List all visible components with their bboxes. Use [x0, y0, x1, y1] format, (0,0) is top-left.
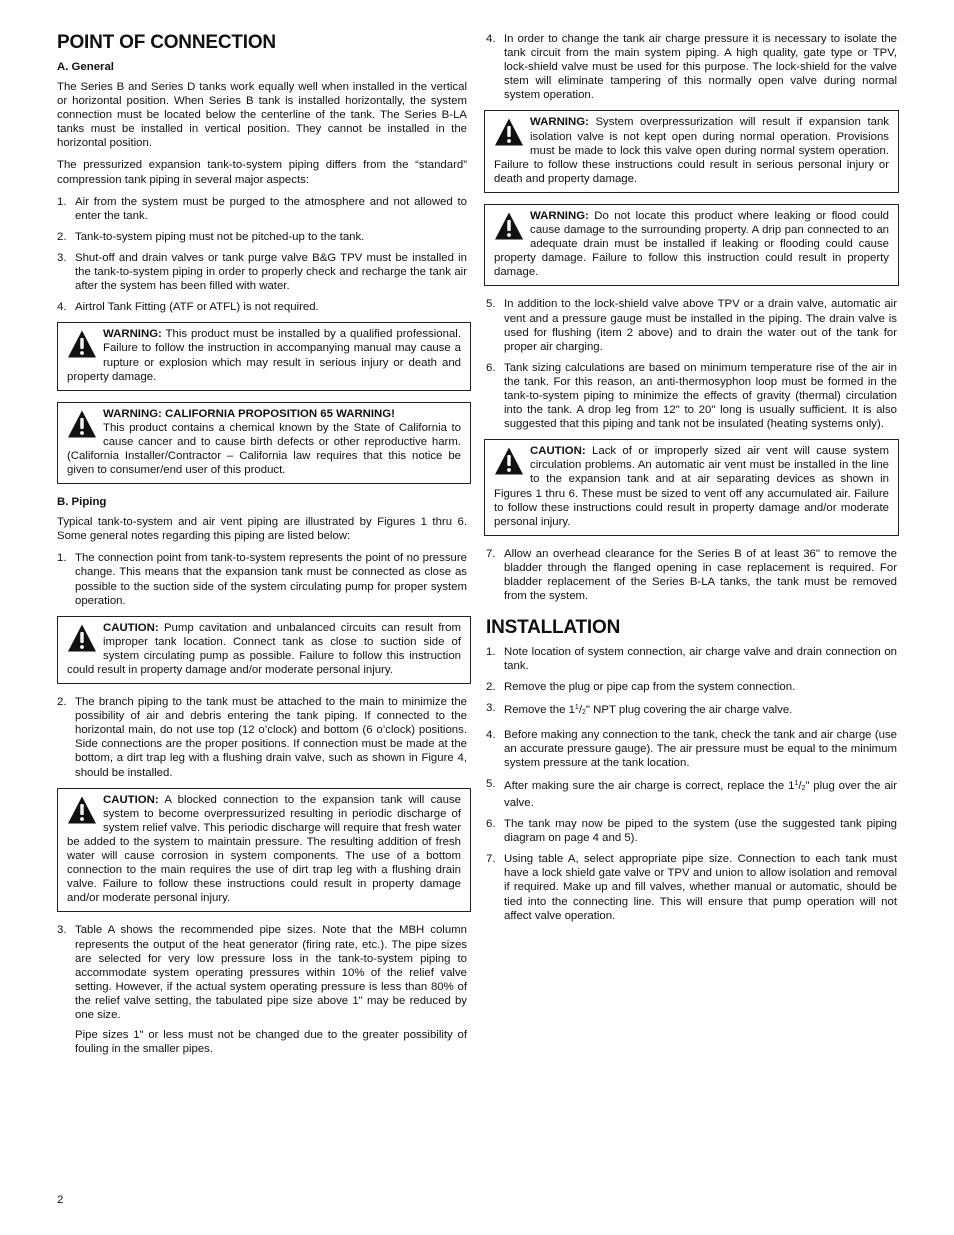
- notice-label: WARNING:: [530, 209, 589, 222]
- list-item: 2. Remove the plug or pipe cap from the system connection.: [486, 681, 796, 694]
- piping-list-right-2: [486, 297, 897, 431]
- notice-text: This product contains a chemical known by the State of California to cause cancer and to cause birth defects or other reproductive harm. (California Installer/Contractor – California law requires that this notice be given to consumer/end user of this product.: [67, 421, 461, 477]
- warning-triangle-icon: [67, 795, 97, 825]
- list-item: 4. Before making any connection to the tank, check the tank and air charge (use an accurate pressure gauge). The air pressure must be equal to the minimum system pressure at the tank location.: [486, 728, 897, 769]
- notice-label: WARNING: CALIFORNIA PROPOSITION 65 WARNING!: [103, 407, 395, 420]
- page-number: 2: [57, 1194, 64, 1206]
- subheading-piping: B. Piping: [57, 496, 107, 509]
- warning-triangle-icon: [67, 409, 97, 439]
- notice-text: Do not locate this product where leaking or flood could cause damage to the surrounding property. A drip pan connected to an adequate drain must be installed if leaking or flooding could cause property damage. Failure to follow this instruction could result in property damage.: [494, 209, 889, 279]
- list-item: 1. The connection point from tank-to-system represents the point of no pressure change. This means that the expansion tank must be connected as close as possible to the suction side of the system circulating pump for proper system operation.: [57, 552, 467, 607]
- list-item: 7. Using table A, select appropriate pipe size. Connection to each tank must have a lock shield gate valve or TPV and union to allow isolation and removal if required. Make up and fill valves, whether manual or automatic, should be tied into the connecting line. This will ensure that pump operation will not affect valve operation.: [486, 853, 897, 922]
- notice-text: This product must be installed by a qualified professional. Failure to follow the instruction in accompanying manual may cause a rupture or explosion which may result in serious injury or death and property damage.: [67, 328, 461, 383]
- warning-triangle-icon: [494, 446, 524, 476]
- warning-box-qualified-professional: [57, 322, 471, 390]
- warning-triangle-icon: [494, 117, 524, 147]
- list-item: 3. Shut-off and drain valves or tank purge valve B&G TPV must be installed in the tank-to-system piping in order to properly check and recharge the tank air after the system has been filled with water.: [57, 251, 467, 293]
- notice-text: A blocked connection to the expansion tank will cause system to become overpressurized resulting in periodic discharge of system relief valve. This periodic discharge will require that fresh water be added to the system to maintain pressure. The resulting addition of fresh water will cause corrosion in system components. The use of a bottom connection to the main requires the use of dirt trap leg with a flushing drain valve. Failure to follow these instructions could result in property damage and/or moderate personal injury.: [67, 793, 461, 905]
- list-item: 5. In addition to the lock-shield valve above TPV or a drain valve, automatic air vent and a pressure gauge must be installed in the piping. The drain valve is used for flushing (item 2 above) and to drain the water out of the tank for proper air charging.: [486, 298, 897, 353]
- list-item: 5. After making sure the air charge is correct, replace the $1^1/_2$" plug over the air valve.: [486, 777, 897, 809]
- list-item: 3. Remove the $1^1/_2$" NPT plug covering the air charge valve.: [486, 702, 793, 717]
- piping-list-cont-2: [57, 923, 467, 1056]
- notice-text: Lack of or improperly sized air vent will cause system circulation problems. An automatic air vent must be installed in the line to the expansion tank and at air separating devices as shown in Figures 1 thru 6. These must be sized to vent off any accumulated air. Failure to follow these instructions could result in property damage and/or moderate personal injury.: [494, 445, 889, 528]
- right-column: [486, 32, 897, 930]
- list-item: 6. The tank may now be piped to the system (use the suggested tank piping diagram on page 4 and 5).: [486, 818, 897, 845]
- left-column: [57, 32, 467, 1063]
- piping-paragraph: Typical tank-to-system and air vent piping are illustrated by Figures 1 thru 6. Some general notes regarding this piping are listed below:: [57, 516, 467, 543]
- installation-list: [486, 645, 897, 923]
- caution-box-blocked-connection: [57, 788, 471, 913]
- list-item: 2. The branch piping to the tank must be attached to the main to minimize the possibility of air and debris entering the tank piping. If connected to the horizontal main, do not use top (12 o’clock) and bottom (6 o’clock) positions. Side connections are the proper positions. If connection must be made at the bottom, a dirt trap leg with a flushing drain valve, such as shown in Figure 4, should be installed.: [57, 696, 467, 779]
- piping-list-right-3: [486, 547, 897, 603]
- caution-box-air-vent: [484, 439, 899, 536]
- general-list: [57, 195, 467, 315]
- section-title-point-of-connection: POINT OF CONNECTION: [57, 32, 276, 53]
- warning-triangle-icon: [67, 329, 97, 359]
- warning-box-leaking: [484, 204, 899, 286]
- subheading-general: A. General: [57, 61, 114, 73]
- general-paragraph-2: The pressurized expansion tank-to-system piping differs from the “standard” compression tank piping in several major aspects:: [57, 159, 467, 186]
- piping-list-right: [486, 32, 897, 102]
- list-item: 3. Table A shows the recommended pipe sizes. Note that the MBH column represents the output of the heat generator (firing rate, etc.). The pipe sizes are selected for very low pressure loss in the tank-to-system piping to accommodate system operating pressures within 10% of the relief valve setting. However, if the actual system operating pressure is less than 80% of the relief valve setting, the tabulated pipe size above 1" may be reduced by one size. Pipe sizes 1" or less must not be changed due to the greater possibility of fouling in the smaller pipes.: [57, 924, 467, 1056]
- notice-label: WARNING:: [530, 116, 589, 129]
- notice-label: CAUTION:: [103, 793, 159, 806]
- list-item: 1. Note location of system connection, air charge valve and drain connection on tank.: [486, 646, 897, 673]
- notice-text: System overpressurization will result if expansion tank isolation valve is not kept open during normal operation. Provisions must be made to lock this valve open during normal system operation. Failure to follow these instructions could result in serious personal injury or death and property damage.: [494, 116, 889, 185]
- list-item: 7. Allow an overhead clearance for the Series B of at least 36" to remove the bladder through the flanged opening in case replacement is required. For bladder replacement of the Series B-LA tanks, the tank must be removed from the system.: [486, 547, 897, 603]
- notice-label: CAUTION:: [530, 445, 586, 458]
- notice-label: WARNING:: [103, 328, 162, 341]
- list-item: 1. Air from the system must be purged to the atmosphere and not allowed to enter the tank.: [57, 195, 467, 222]
- warning-box-prop-65: [57, 402, 471, 484]
- warning-box-overpressurization: [484, 110, 899, 192]
- general-paragraph-1: The Series B and Series D tanks work equally well when installed in the vertical or horizontal position. When Series B tank is installed horizontally, the system connection must be located below the centerline of the tank. The Series B-LA tanks must be installed in vertical position. They cannot be installed in the horizontal position.: [57, 81, 467, 150]
- list-item: 2. Tank-to-system piping must not be pitched-up to the tank.: [57, 230, 365, 243]
- caution-box-pump-cavitation: [57, 616, 471, 684]
- section-title-installation: INSTALLATION: [486, 617, 621, 639]
- notice-text: Pump cavitation and unbalanced circuits can result from improper tank location. Connect tank as close to suction side of system circulating pump as possible. Failure to follow this instruction could result in property damage and/or moderate personal injury.: [67, 621, 461, 676]
- piping-list: [57, 551, 467, 607]
- warning-triangle-icon: [67, 623, 97, 653]
- list-item: 6. Tank sizing calculations are based on minimum temperature rise of the air in the tank. For this reason, an anti-thermosyphon loop must be formed in the tank-to-system piping to minimize the effects of gravity (thermal) circulation into the tank. A drop leg from 12" to 20" long is usually sufficient. It is also suggested that this piping and tank not be insulated (heating systems only).: [486, 361, 897, 431]
- list-item: 4. Airtrol Tank Fitting (ATF or ATFL) is not required.: [57, 301, 319, 314]
- piping-list-cont: [57, 695, 467, 780]
- notice-label: CAUTION:: [103, 621, 159, 634]
- warning-triangle-icon: [494, 211, 524, 241]
- list-item: 4. In order to change the tank air charge pressure it is necessary to isolate the tank circuit from the main system piping. A high quality, gate type or TPV, lock-shield valve must be used for this purpose. The lock-shield for the valve stem will eliminate tampering of this normally open valve during normal system operation.: [486, 33, 897, 102]
